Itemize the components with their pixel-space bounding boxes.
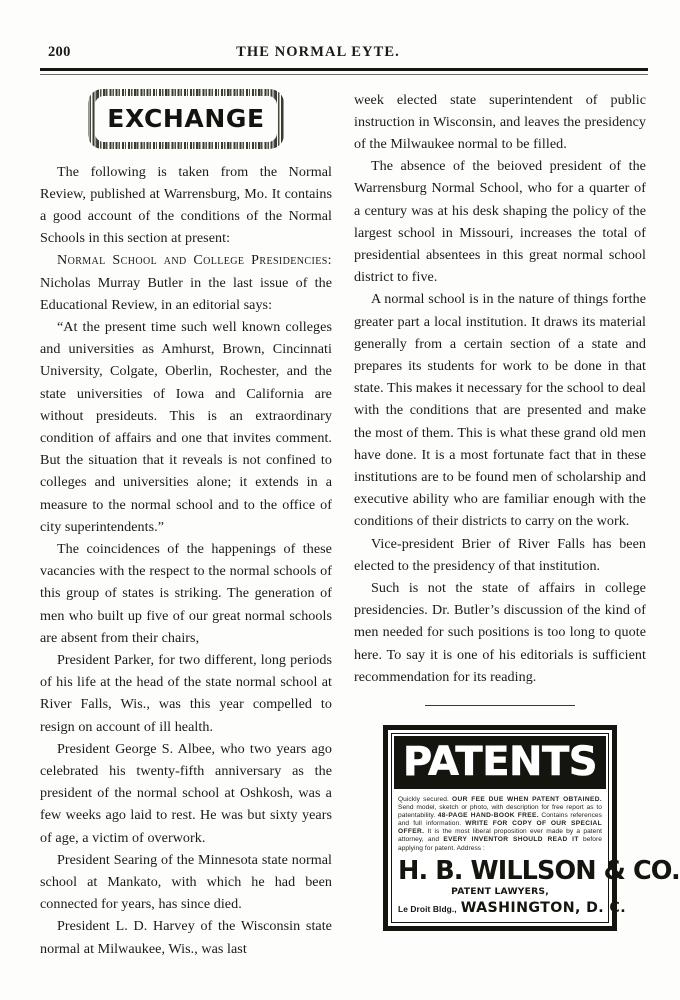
paragraph-text: Nicholas Murray Butler in the last issue of the Educational Review, in an editorial says: <box>40 274 332 313</box>
paragraph: President L. D. Harvey of the Wisconsin state normal at Milwaukee, Wis., was last <box>40 918 332 957</box>
advertisement-firm-role: PATENT LAWYERS, <box>451 885 549 897</box>
advertisement-address <box>398 899 627 917</box>
paragraph-with-smallcaps-lead <box>40 249 332 316</box>
exchange-heading-label: EXCHANGE <box>107 103 265 133</box>
paragraph: “At the present time such well known colleges and universities as Amhurst, Brown, Cincinnati University, Colgate, Oberlin, Rochester, and the state universities of Iowa and California are without presideuts. This is an extraordinary condition of affairs and one that invites comment. But the situation that it reveals is not confined to colleges and universities alone; it extends in a measure to the normal school and to the office of city superintendents.” <box>40 318 332 535</box>
paragraph: The absence of the beioved president of the Warrensburg Normal School, who for a quarter of a century was at his desk shaping the policy of the largest school in Missouri, increases the total of presidential absentees in this great normal school district to five. <box>354 158 646 286</box>
fine-print-emphasis: OUR FEE DUE WHEN PATENT OBTAINED. <box>452 795 602 803</box>
page-masthead <box>40 44 648 66</box>
advertisement-address-city: WASHINGTON, D. C. <box>460 899 627 916</box>
masthead-rule-thick <box>40 68 648 71</box>
left-column <box>40 89 332 979</box>
section-divider-rule <box>425 705 575 706</box>
paragraph: The coincidences of the happenings of these vacancies with the respect to the normal schools of this group of states is striking. The generation of men who built up five of our great normal schools are absent from their chairs, <box>40 540 332 646</box>
advertisement-address-building: Le Droit Bldg., <box>398 903 457 914</box>
fine-print-text: It is the most liberal proposition ever made by a patent attorney, and <box>398 828 602 844</box>
fine-print-text: before applying for patent. Address : <box>398 836 602 852</box>
right-column <box>354 89 680 979</box>
advertisement-inner-frame <box>391 733 680 923</box>
body-columns <box>40 89 680 979</box>
paragraph: President Parker, for two different, long periods of his life at the head of the state normal school at River Falls, Wis., was this year compelled to resign on account of ill health. <box>40 651 332 735</box>
advertisement-fine-print <box>398 796 602 853</box>
advertisement-body <box>392 791 680 922</box>
page-number: 200 <box>48 44 71 60</box>
fine-print-emphasis: WRITE FOR COPY OF OUR SPECIAL OFFER. <box>398 820 602 836</box>
paragraph: Vice-president Brier of River Falls has been elected to the presidency of that institution. <box>354 535 646 574</box>
fine-print-emphasis: EVERY INVENTOR SHOULD READ IT <box>443 836 579 844</box>
paragraph-continued: week elected state superintendent of public instruction in Wisconsin, and leaves the presidency of the Milwaukee normal to be filled. <box>354 91 646 152</box>
fine-print-emphasis: 48-PAGE HAND-BOOK FREE. <box>437 812 539 820</box>
paragraph: A normal school is in the nature of things forthe greater part a local institution. It draws its material generally from a certain section of a state and prepares its students for work to be done in that state. This makes it necessary for the school to deal with the conditions that are presented and make the most of them. This is what these grand old men have done. It is a most fortunate fact that in these institutions are to be found men of scholarship and executive ability who are familiar enough with the conditions of their districts to carry on the work. <box>354 291 647 530</box>
advertisement-firm-name: H. B. WILLSON & CO. <box>398 855 680 886</box>
paragraph: The following is taken from the Normal Review, published at Warrensburg, Mo. It contains a good account of the conditions of the Normal Schools in this section at present: <box>40 163 332 247</box>
fine-print-text: Contains references and full information. <box>398 812 602 828</box>
fine-print-text: Send model, sketch or photo, with description for free report as to patentability. <box>398 804 602 820</box>
advertisement-banner-title: PATENTS <box>394 736 606 789</box>
presidencies-heading: Normal School and College Presidencies: <box>57 252 332 269</box>
masthead-rule-thin <box>40 74 648 75</box>
patents-advertisement[interactable] <box>383 725 680 931</box>
paragraph: Such is not the state of affairs in college presidencies. Dr. Butler’s discussion of the kind of men needed for such positions is too long to quote here. To say it is one of his editorials is sufficient recommendation for its reading. <box>354 579 646 685</box>
running-title: THE NORMAL EYTE. <box>236 44 400 60</box>
exchange-section-heading <box>88 89 284 149</box>
paragraph: President George S. Albee, who two years ago celebrated his twenty-fifth anniversary as the president of the normal school at Oshkosh, was a few weeks ago laid to rest. He was but sixty years of age, a victim of overwork. <box>40 740 332 846</box>
paragraph: President Searing of the Minnesota state normal school at Mankato, with which he had been connected for years, has since died. <box>40 851 332 913</box>
fine-print-text: Quickly secured. <box>398 795 453 803</box>
